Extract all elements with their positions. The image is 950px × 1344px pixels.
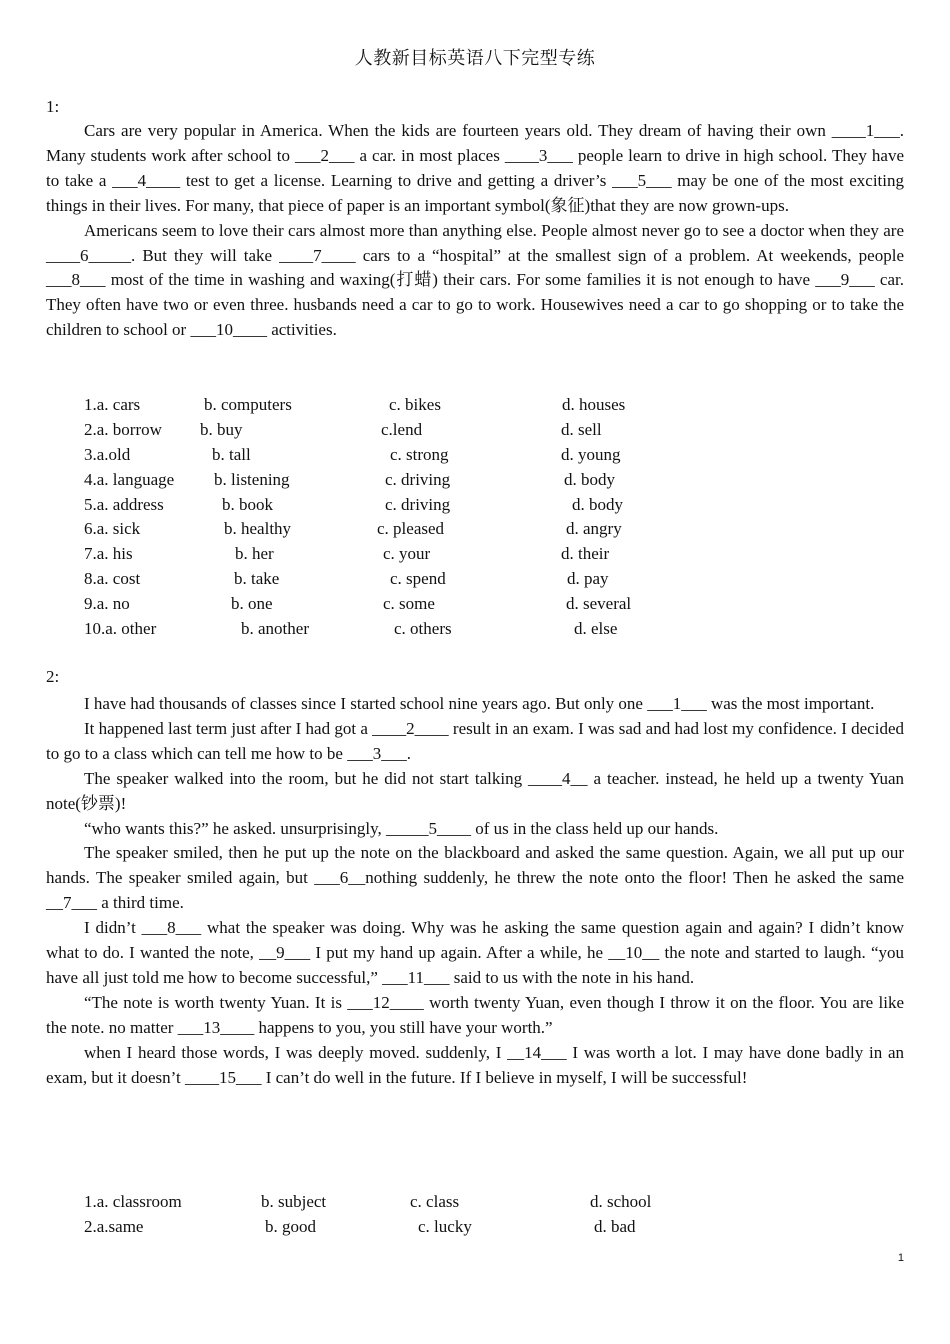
option-c: c. strong [390,444,449,464]
option-b: b. one [231,594,273,614]
option-c: c. spend [390,569,446,589]
option-d: d. houses [562,395,626,414]
option-b: b. book [222,494,273,514]
option-d: d. body [572,494,623,514]
option-d: d. young [561,444,621,464]
option-c: c.lend [381,419,423,439]
option-c: c. pleased [377,519,445,539]
section-2-passage [46,692,904,1091]
section-1-number: 1: [46,97,60,116]
section-2-paragraph: “who wants this?” he asked. unsurprisingly, _____5____ of us in the class held up our hands. [84,818,719,838]
option-a: 3.a.old [84,444,131,464]
option-d: d. pay [567,569,609,589]
option-a: 5.a. address [84,494,164,514]
option-d: d. else [574,619,618,639]
option-row [84,592,784,617]
section-2-paragraph: I didn’t ___8___ what the speaker was doing. Why was he asking the same question again and again? I didn’t know what to do. I wanted the note, __9___ I put my hand up again. After a while, he __10__ the note and started to laugh. “you have all just told me how to become successful,” ___11___ said to us with the note in his hand. [46,918,904,987]
option-row [84,443,784,468]
section-2-options [84,1190,784,1240]
option-row [84,468,784,493]
option-row [84,517,784,542]
section-2-number: 2: [46,667,60,686]
page-title: 人教新目标英语八下完型专练 [354,48,596,69]
option-a: 1.a. cars [84,395,141,414]
section-1-options [84,393,784,642]
option-a: 6.a. sick [84,519,141,539]
option-a: 1.a. classroom [84,1192,182,1211]
option-c: c. your [383,544,431,564]
option-row [84,493,784,518]
section-2-paragraph: It happened last term just after I had got a ____2____ result in an exam. I was sad and had lost my confidence. I decided to go to a class which can tell me how to be ___3___. [46,718,904,763]
page-number: 1 [897,1252,904,1264]
option-c: c. driving [385,494,451,514]
option-c: c. driving [385,469,451,489]
option-row [84,567,784,592]
option-a: 2.a. borrow [84,419,162,439]
option-a: 10.a. other [84,619,157,639]
option-c: c. class [410,1192,460,1211]
section-2-paragraph: The speaker smiled, then he put up the note on the blackboard and asked the same question. Again, we all put up our hands. The speaker smiled again, but ___6__nothing suddenly, he threw the note onto the floor! Then he asked the same __7___ a third time. [46,843,904,913]
option-c: c. bikes [389,395,441,414]
option-a: 9.a. no [84,594,130,614]
option-b: b. another [241,619,309,639]
option-row [84,542,784,567]
option-b: b. her [235,544,274,564]
option-a: 8.a. cost [84,569,141,589]
option-d: d. school [590,1192,652,1211]
section-1-passage [46,119,904,343]
option-a: 7.a. his [84,544,133,564]
option-row [84,617,784,642]
option-b: b. good [265,1216,316,1236]
section-1-paragraph: Americans seem to love their cars almost more than anything else. People almost never go to see a doctor when they are ____6_____. But they will take ____7____ cars to a “hospital” at the smallest sign of a problem. At weekends, people ___8___ most of the time in washing and waxing(打蜡) their cars. For some families it is not enough to have ___9___ car. They often have two or even three. husbands need a car to go to work. Housewives need a car to go shopping or to take the children to school or ___10____ activities. [46,220,904,340]
option-c: c. lucky [418,1216,472,1236]
option-b: b. computers [204,395,292,414]
option-d: d. body [564,469,615,489]
option-row [84,393,784,418]
option-b: b. healthy [224,519,292,539]
option-c: c. some [383,594,435,614]
section-1-paragraph: Cars are very popular in America. When the kids are fourteen years old. They dream of having their own ____1___. Many students work after school to ___2___ a car. in most places ____3___ people learn to drive in high school. They have to take a ___4____ test to get a license. Learning to drive and getting a driver’s ___5___ may be one of the most exciting things in their lives. For many, that piece of paper is an important symbol(象征)that they are now grown-ups. [46,121,904,215]
option-b: b. subject [261,1192,327,1211]
option-row [84,1190,784,1215]
option-d: d. several [566,594,632,614]
option-b: b. buy [200,419,243,439]
option-c: c. others [394,619,452,639]
option-d: d. their [561,544,610,564]
option-b: b. tall [212,444,251,464]
option-b: b. listening [214,469,290,489]
option-row [84,1215,784,1240]
option-row [84,418,784,443]
option-d: d. angry [566,519,622,539]
section-2-paragraph: I have had thousands of classes since I started school nine years ago. But only one ___1___ was the most important. [84,694,875,713]
option-d: d. bad [594,1216,636,1236]
option-d: d. sell [561,419,602,439]
section-2-paragraph: The speaker walked into the room, but he did not start talking ____4__ a teacher. instead, he held up a twenty Yuan note(钞票)! [46,768,904,813]
section-2-paragraph: when I heard those words, I was deeply moved. suddenly, I __14___ I was worth a lot. I may have done badly in an exam, but it doesn’t ____15___ I can’t do well in the future. If I believe in myself, I will be successful! [46,1042,904,1087]
option-a: 2.a.same [84,1216,144,1236]
option-b: b. take [234,569,280,589]
option-a: 4.a. language [84,469,175,489]
section-2-paragraph: “The note is worth twenty Yuan. It is ___12____ worth twenty Yuan, even though I throw it on the floor. You are like the note. no matter ___13____ happens to you, you still have your worth.” [46,992,904,1037]
